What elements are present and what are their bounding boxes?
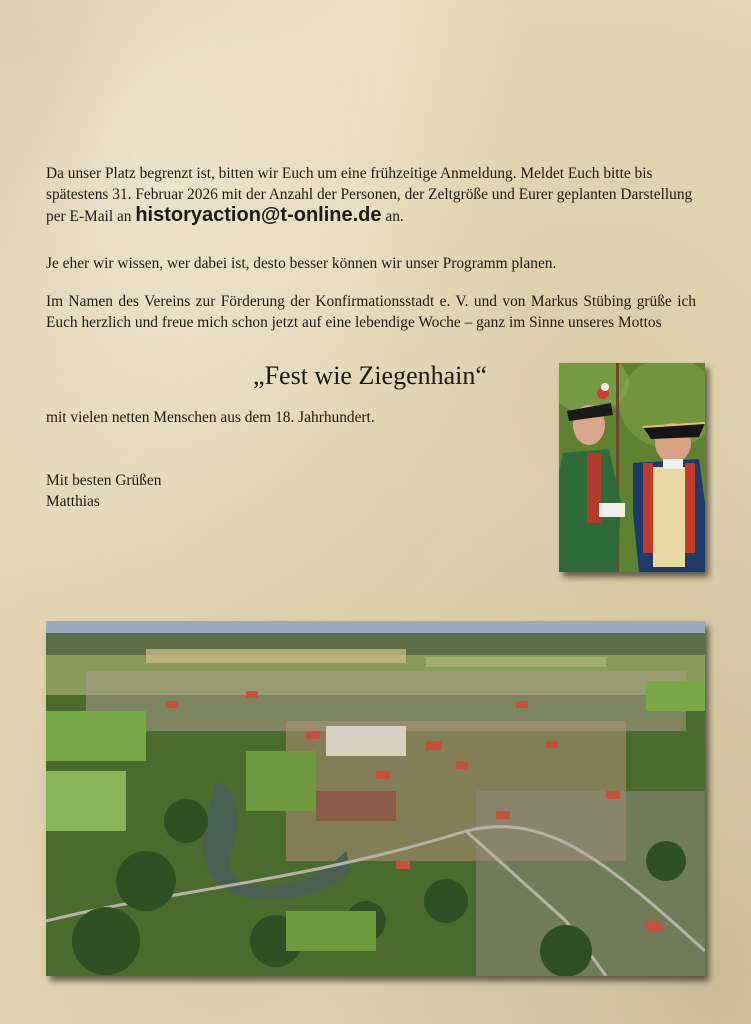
greeting-paragraph: Im Namen des Vereins zur Förderung der Konfirmationsstadt e. V. und von Markus Stübing grüße ich Euch herzlich und freue mich schon jetzt auf eine lebendige Woche – ganz im Sinne unseres Mottos [46,293,696,331]
registration-text-end: an. [381,208,404,225]
signature: Matthias [46,493,100,510]
motto: „Fest wie Ziegenhain“ [253,361,487,390]
aerial-photo [46,621,705,976]
planning-paragraph: Je eher wir wissen, wer dabei ist, desto besser können wir unser Programm planen. [46,255,557,272]
registration-text: Da unser Platz begrenzt ist, bitten wir Euch um eine frühzeitige Anmeldung. Meldet Euch bitte bis spätestens 31. Februar 2026 mit der Anzahl der Personen, der Zeltgröße und Eurer geplanten Darstellung per E-Mail an [46,165,693,225]
email-address[interactable]: historyaction@t-online.de [135,204,382,226]
portrait-photo [559,363,705,572]
registration-paragraph [46,163,696,227]
closing-line: Mit besten Grüßen [46,472,162,489]
motto-continuation: mit vielen netten Menschen aus dem 18. Jahrhundert. [46,409,375,426]
